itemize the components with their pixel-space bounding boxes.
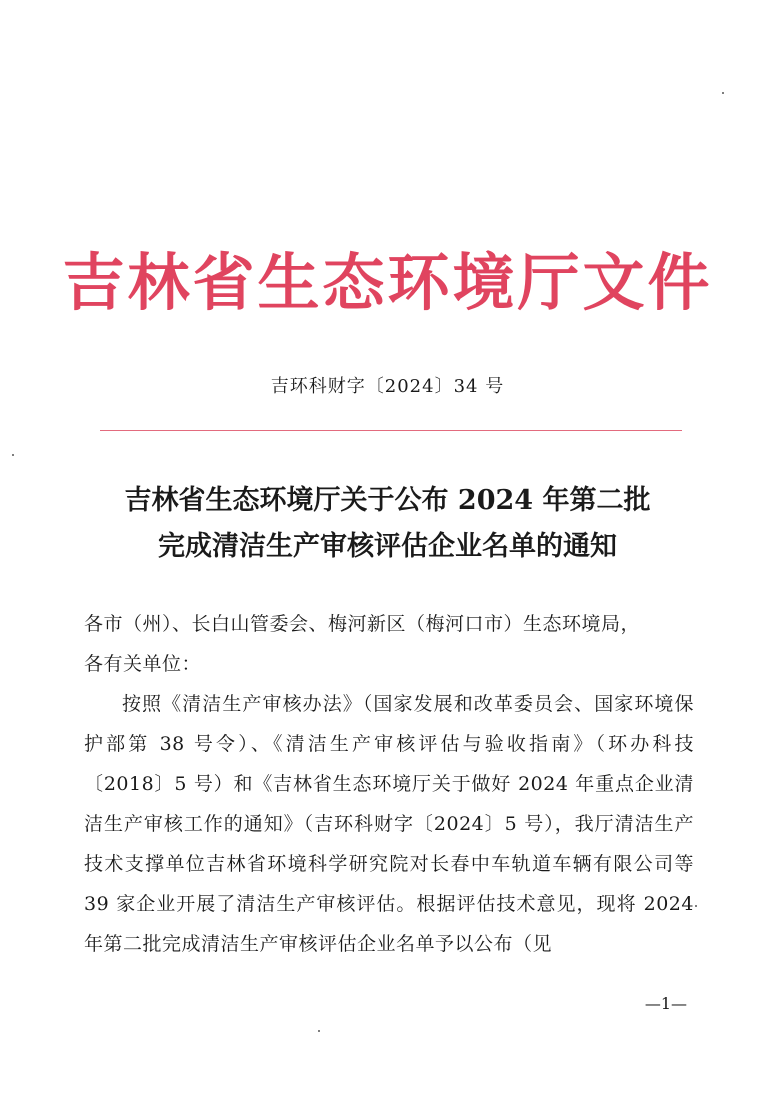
notice-title-line-1: 吉林省生态环境厅关于公布 2024 年第二批 <box>124 485 651 516</box>
document-header-title: 吉林省生态环境厅文件 <box>62 246 713 319</box>
notice-title-line-2: 完成清洁生产审核评估企业名单的通知 <box>158 531 617 562</box>
scan-speck <box>695 905 697 907</box>
notice-body <box>84 604 694 964</box>
red-divider-line <box>100 430 682 431</box>
scan-speck <box>722 92 724 94</box>
addressee-line-1: 各市（州）、长白山管委会、梅河新区（梅河口市）生态环境局， <box>84 613 641 635</box>
scan-speck <box>318 1030 320 1032</box>
scan-speck <box>12 454 14 456</box>
addressee-line-2: 各有关单位： <box>84 653 202 675</box>
page-number: —1— <box>644 994 687 1013</box>
document-number: 吉环科财字〔2024〕34 号 <box>270 376 505 397</box>
notice-title <box>0 478 775 570</box>
body-paragraph: 按照《清洁生产审核办法》（国家发展和改革委员会、国家环境保护部第 38 号令）、《清洁生产审核评估与验收指南》（环办科技〔2018〕5 号）和《吉林省生态环境厅关于做好 2024 年重点企业清洁生产审核工作的通知》（吉环科财字〔2024〕5 号），我厅清洁生产技术支撑单位吉林省环境科学研究院对长春中车轨道车辆有限公司等 39 家企业开展了清洁生产审核评估。根据评估技术意见，现将 2024 年第二批完成清洁生产审核评估企业名单予以公布（见 <box>84 693 694 955</box>
